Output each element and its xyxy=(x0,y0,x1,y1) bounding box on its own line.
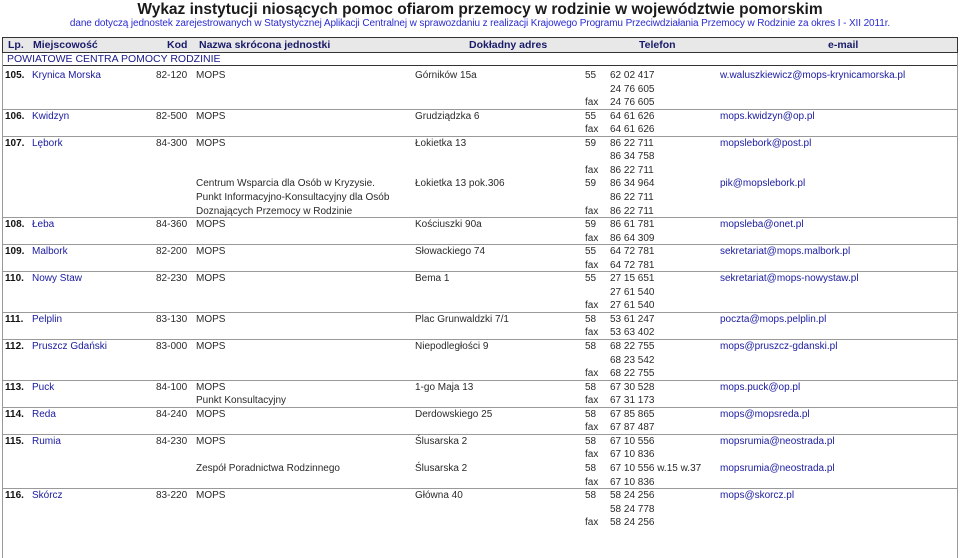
row-tel-prefix: 55 xyxy=(585,70,597,81)
row-city: Reda xyxy=(32,408,56,420)
row-kod: 84-100 xyxy=(156,381,188,393)
row-addr: 1-go Maja 13 xyxy=(415,381,474,393)
row-tel-number: 24 76 605 xyxy=(610,97,655,109)
row-lp: 115. xyxy=(5,435,24,447)
row-city: Pruszcz Gdański xyxy=(32,341,108,352)
row-lp: 113. xyxy=(5,381,24,393)
table-row xyxy=(2,286,958,300)
table-border xyxy=(2,53,3,558)
table-row xyxy=(2,96,958,110)
row-tel-number: 68 22 755 xyxy=(610,368,655,380)
row-tel-prefix: 58 xyxy=(585,490,597,502)
row-tel-number: 67 10 556 w.15 w.37 xyxy=(610,462,702,474)
row-tel-prefix: fax xyxy=(585,300,599,312)
table-row xyxy=(2,503,958,517)
row-email[interactable]: mopsrumia@neostrada.pl xyxy=(720,435,835,447)
table-row xyxy=(2,218,958,232)
row-tel-prefix: 58 xyxy=(585,381,597,393)
row-addr: Plac Grunwaldzki 7/1 xyxy=(415,313,509,325)
row-name: Punkt Konsultacyjny xyxy=(196,395,287,407)
row-addr: Grudziądzka 6 xyxy=(415,110,480,122)
row-kod: 82-500 xyxy=(156,110,188,122)
row-tel-prefix: fax xyxy=(585,97,599,109)
row-addr: Ślusarska 2 xyxy=(415,462,468,474)
table-row xyxy=(2,421,958,435)
row-city: Malbork xyxy=(32,246,68,258)
row-tel-prefix: fax xyxy=(585,422,599,434)
row-email[interactable]: sekretariat@mops.malbork.pl xyxy=(720,246,851,258)
row-email[interactable]: mops.kwidzyn@op.pl xyxy=(720,110,815,122)
row-tel-prefix: fax xyxy=(585,124,599,136)
row-email[interactable]: mopslebork@post.pl xyxy=(720,137,812,149)
row-email[interactable]: mops@skorcz.pl xyxy=(720,490,795,502)
row-tel-number: 67 30 528 xyxy=(610,381,655,393)
row-city: Pelplin xyxy=(32,313,63,325)
col-lp: Lp. xyxy=(8,39,24,51)
row-tel-number: 64 72 781 xyxy=(610,259,655,271)
row-tel-number: 67 31 173 xyxy=(610,395,655,407)
row-email[interactable]: pik@mopslebork.pl xyxy=(720,178,806,190)
row-name: Zespół Poradnictwa Rodzinnego xyxy=(196,462,340,474)
row-name: MOPS xyxy=(196,246,226,258)
row-lp: 108. xyxy=(5,219,25,231)
row-tel-number: 64 61 626 xyxy=(610,110,655,122)
row-tel-prefix: fax xyxy=(585,205,599,217)
row-name: MOPS xyxy=(196,137,226,149)
page-subtitle: dane dotyczą jednostek zarejestrowanych w Statystycznej Aplikacji Centralnej w sprawozdaniu z realizacji Krajowego Programu Przeciwdziałania Przemocy w Rodzinie za okres I - XII 2011r. xyxy=(69,18,891,29)
row-city: Skórcz xyxy=(32,490,63,502)
row-tel-number: 86 34 758 xyxy=(610,151,655,163)
row-email[interactable]: mopsleba@onet.pl xyxy=(720,219,804,231)
row-addr: Górników 15a xyxy=(415,70,477,81)
col-kod: Kod xyxy=(167,39,188,51)
row-name: Doznających Przemocy w Rodzinie xyxy=(196,205,353,217)
row-tel-number: 58 24 256 xyxy=(610,490,655,502)
row-name: Centrum Wsparcia dla Osób w Kryzysie. xyxy=(196,178,375,190)
table-row xyxy=(2,245,958,259)
row-addr: Łokietka 13 xyxy=(415,137,467,149)
table-row xyxy=(2,272,958,286)
row-lp: 109. xyxy=(5,246,25,258)
col-addr: Dokładny adres xyxy=(469,39,548,51)
row-name: MOPS xyxy=(196,490,226,502)
table-row xyxy=(2,367,958,381)
row-name: MOPS xyxy=(196,219,226,231)
row-name: MOPS xyxy=(196,341,226,352)
row-tel-number: 62 02 417 xyxy=(610,70,655,81)
row-tel-number: 67 10 836 xyxy=(610,476,655,488)
row-tel-number: 27 61 540 xyxy=(610,300,655,312)
row-tel-number: 67 10 556 xyxy=(610,435,655,447)
row-tel-prefix: fax xyxy=(585,368,599,380)
row-tel-number: 24 76 605 xyxy=(610,83,655,95)
row-tel-prefix: 59 xyxy=(585,178,597,190)
row-email[interactable]: mops@mopsreda.pl xyxy=(720,408,810,420)
row-tel-number: 58 24 256 xyxy=(610,517,655,529)
row-email[interactable]: w.waluszkiewicz@mops-krynicamorska.pl xyxy=(720,70,906,81)
row-city: Kwidzyn xyxy=(32,110,70,122)
row-tel-prefix: fax xyxy=(585,395,599,407)
row-lp: 112. xyxy=(5,341,24,352)
table-row xyxy=(2,177,958,191)
row-tel-prefix: 58 xyxy=(585,462,597,474)
row-lp: 116. xyxy=(5,490,24,502)
table-row xyxy=(2,110,958,124)
row-name: MOPS xyxy=(196,381,226,393)
row-tel-number: 53 63 402 xyxy=(610,327,655,339)
row-lp: 105. xyxy=(5,70,25,81)
row-lp: 114. xyxy=(5,408,24,420)
row-kod: 83-130 xyxy=(156,313,188,325)
row-tel-prefix: fax xyxy=(585,164,599,176)
row-lp: 111. xyxy=(5,313,24,325)
row-tel-number: 86 64 309 xyxy=(610,232,655,244)
table-row xyxy=(2,313,958,327)
table-row xyxy=(2,123,958,137)
row-name: MOPS xyxy=(196,70,226,81)
table-row xyxy=(2,150,958,164)
row-tel-prefix: 58 xyxy=(585,435,597,447)
row-city: Krynica Morska xyxy=(32,70,101,81)
table-row xyxy=(2,232,958,246)
row-kod: 83-000 xyxy=(156,341,188,352)
row-tel-prefix: 58 xyxy=(585,313,597,325)
row-tel-prefix: fax xyxy=(585,517,599,529)
table-row xyxy=(2,476,958,490)
col-tel: Telefon xyxy=(639,39,676,51)
row-email[interactable]: mops.puck@op.pl xyxy=(720,381,801,393)
row-name: MOPS xyxy=(196,313,226,325)
row-kod: 82-120 xyxy=(156,70,188,81)
row-city: Rumia xyxy=(32,435,61,447)
row-kod: 84-230 xyxy=(156,435,188,447)
row-tel-prefix: fax xyxy=(585,327,599,339)
row-tel-prefix: 55 xyxy=(585,273,597,285)
table-row xyxy=(2,69,958,83)
row-kod: 83-220 xyxy=(156,490,188,502)
row-tel-number: 86 22 711 xyxy=(610,191,654,203)
row-tel-number: 86 22 711 xyxy=(610,205,654,217)
row-city: Łeba xyxy=(32,219,55,231)
row-kod: 82-200 xyxy=(156,246,188,258)
table-row xyxy=(2,164,958,178)
row-tel-number: 86 22 711 xyxy=(610,137,654,149)
row-tel-prefix: fax xyxy=(585,449,599,461)
table-row xyxy=(2,354,958,368)
row-city: Lębork xyxy=(32,137,63,149)
table-row xyxy=(2,259,958,273)
row-addr: Derdowskiego 25 xyxy=(415,408,493,420)
table-row xyxy=(2,299,958,313)
row-tel-prefix: 55 xyxy=(585,246,597,258)
table-row xyxy=(2,381,958,395)
table-row xyxy=(2,83,958,97)
row-addr: Główna 40 xyxy=(415,490,463,502)
row-tel-number: 86 61 781 xyxy=(610,219,655,231)
table-row xyxy=(2,448,958,462)
row-tel-number: 27 15 651 xyxy=(610,273,655,285)
row-email[interactable]: mops@pruszcz-gdanski.pl xyxy=(720,341,838,352)
table-row xyxy=(2,191,958,205)
row-kod: 84-360 xyxy=(156,219,188,231)
row-name: MOPS xyxy=(196,273,226,285)
table-row xyxy=(2,462,958,476)
row-kod: 84-240 xyxy=(156,408,188,420)
col-name: Nazwa skrócona jednostki xyxy=(199,39,331,51)
row-lp: 110. xyxy=(5,273,24,285)
row-tel-number: 64 72 781 xyxy=(610,246,655,258)
row-city: Nowy Staw xyxy=(32,273,83,285)
row-name: MOPS xyxy=(196,408,226,420)
row-tel-prefix: fax xyxy=(585,232,599,244)
row-tel-prefix: fax xyxy=(585,259,599,271)
row-name: MOPS xyxy=(196,435,226,447)
row-email[interactable]: mopsrumia@neostrada.pl xyxy=(720,462,835,474)
table-row xyxy=(2,137,958,151)
row-addr: Kościuszki 90a xyxy=(415,219,482,231)
row-kod: 82-230 xyxy=(156,273,188,285)
row-city: Puck xyxy=(32,381,55,393)
section-title: POWIATOWE CENTRA POMOCY RODZINIE xyxy=(2,53,958,66)
table-row xyxy=(2,435,958,449)
row-tel-number: 27 61 540 xyxy=(610,286,655,298)
table-row xyxy=(2,340,958,354)
page-title: Wykaz instytucji niosących pomoc ofiarom przemocy w rodzinie w województwie pomorskim xyxy=(137,1,823,18)
row-kod: 84-300 xyxy=(156,137,188,149)
row-tel-number: 68 23 542 xyxy=(610,354,655,366)
col-mail: e-mail xyxy=(828,39,859,51)
row-tel-prefix: 59 xyxy=(585,219,597,231)
row-name: Punkt Informacyjno-Konsultacyjny dla Osób xyxy=(196,191,390,203)
row-tel-number: 53 61 247 xyxy=(610,313,655,325)
row-addr: Słowackiego 74 xyxy=(415,246,486,258)
row-tel-number: 67 87 487 xyxy=(610,422,655,434)
row-addr: Ślusarska 2 xyxy=(415,435,468,447)
table-header xyxy=(2,37,958,53)
row-name: MOPS xyxy=(196,110,226,122)
row-lp: 107. xyxy=(5,137,25,149)
table-row xyxy=(2,394,958,408)
row-tel-number: 64 61 626 xyxy=(610,124,655,136)
row-tel-prefix: fax xyxy=(585,476,599,488)
table-row xyxy=(2,516,958,530)
row-tel-number: 86 22 711 xyxy=(610,164,654,176)
row-addr: Niepodległości 9 xyxy=(415,341,489,352)
table-row xyxy=(2,205,958,219)
row-email[interactable]: poczta@mops.pelplin.pl xyxy=(720,313,827,325)
row-lp: 106. xyxy=(5,110,25,122)
row-tel-number: 68 22 755 xyxy=(610,341,655,352)
row-tel-number: 86 34 964 xyxy=(610,178,655,190)
row-email[interactable]: sekretariat@mops-nowystaw.pl xyxy=(720,273,859,285)
row-tel-prefix: 55 xyxy=(585,110,597,122)
row-tel-number: 58 24 778 xyxy=(610,503,655,515)
row-tel-number: 67 85 865 xyxy=(610,408,655,420)
col-city: Miejscowość xyxy=(33,39,98,51)
table-row xyxy=(2,326,958,340)
row-tel-number: 67 10 836 xyxy=(610,449,655,461)
row-addr: Bema 1 xyxy=(415,273,450,285)
table-row xyxy=(2,408,958,422)
row-addr: Łokietka 13 pok.306 xyxy=(415,178,505,190)
table-row xyxy=(2,489,958,503)
row-tel-prefix: 58 xyxy=(585,408,597,420)
row-tel-prefix: 58 xyxy=(585,341,597,352)
table-border xyxy=(957,53,958,558)
row-tel-prefix: 59 xyxy=(585,137,597,149)
